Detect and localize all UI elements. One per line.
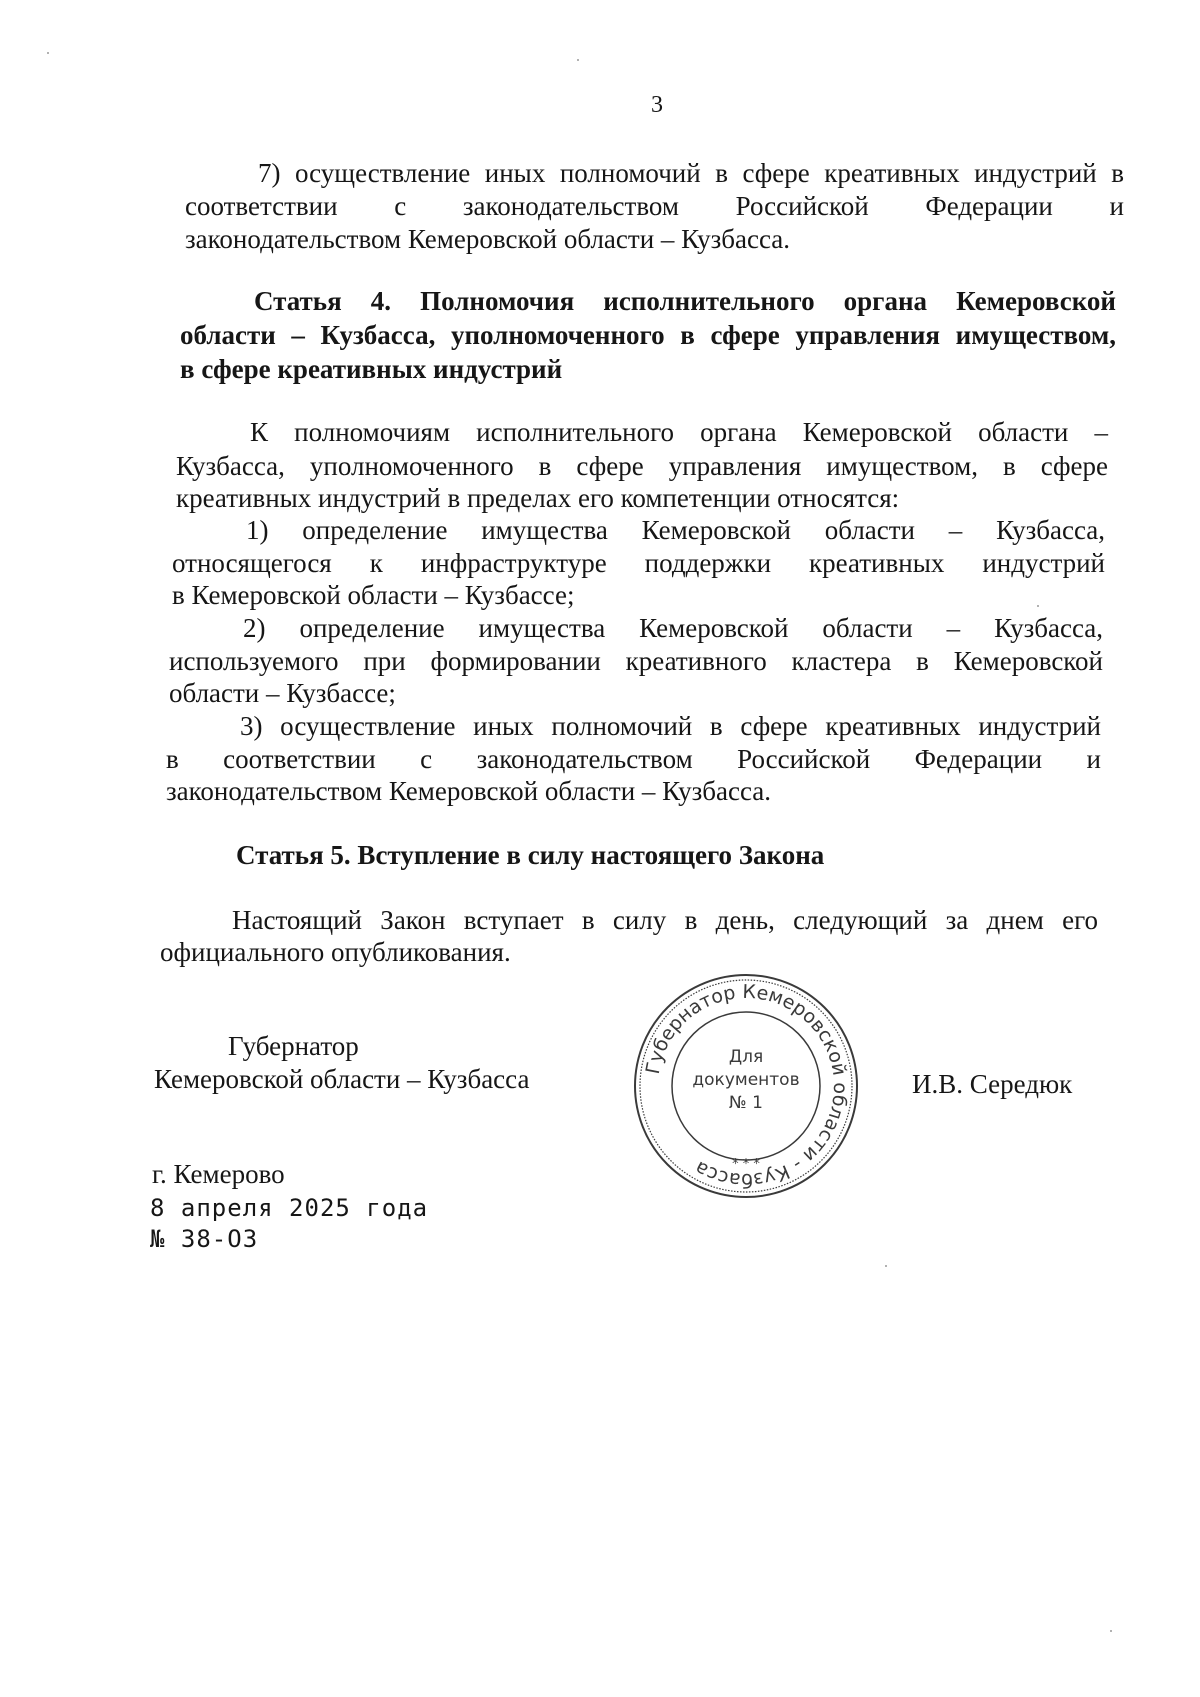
stamp-center-line2: документов [692,1070,800,1090]
article5-body-line2: официального опубликования. [160,937,511,967]
official-stamp [632,972,860,1200]
stamp-ring-text: Губернатор Кемеровской области - Кузбасса [641,980,852,1192]
stamp-center-line3: № 1 [729,1093,763,1113]
item1-line3: в Кемеровской области – Кузбассе; [172,580,575,610]
place-of-signing: г. Кемерово [152,1159,285,1189]
scan-speck [885,1265,887,1267]
article4-heading-line2: области – Кузбасса, уполномоченного в сфере управления имуществом, [180,320,1116,350]
stamp-center-line1: Для [728,1047,764,1067]
item7-line1: 7) осуществление иных полномочий в сфере креативных индустрий в [258,158,1124,188]
signature-title-line2: Кемеровской области – Кузбасса [154,1064,530,1094]
article4-heading-line1: Статья 4. Полномочия исполнительного органа Кемеровской [254,286,1116,316]
item7-line2: соответствии с законодательством Российской Федерации и [185,191,1124,221]
page-number: 3 [651,92,663,118]
item2-line3: области – Кузбассе; [169,678,396,708]
item1-line2: относящегося к инфраструктуре поддержки креативных индустрий [172,548,1105,578]
scan-speck [577,59,579,61]
law-number: № 38-ОЗ [150,1225,259,1253]
item3-line3: законодательством Кемеровской области – Кузбасса. [166,776,772,806]
article5-body-line1: Настоящий Закон вступает в силу в день, следующий за днем его [232,905,1098,935]
item3-line2: в соответствии с законодательством Российской Федерации и [166,744,1101,774]
article4-intro-line2: Кузбасса, уполномоченного в сфере управления имуществом, в сфере [176,451,1108,481]
signatory-name: И.В. Середюк [912,1069,1073,1099]
signature-title-line1: Губернатор [228,1031,359,1061]
article4-heading-line3: в сфере креативных индустрий [180,354,563,384]
article5-heading: Статья 5. Вступление в силу настоящего Закона [236,840,825,870]
stamp-stars: * * * [732,1157,760,1172]
item2-line1: 2) определение имущества Кемеровской области – Кузбасса, [243,613,1103,643]
item3-line1: 3) осуществление иных полномочий в сфере креативных индустрий [240,711,1101,741]
scan-speck [1037,605,1039,607]
article4-intro-line1: К полномочиям исполнительного органа Кемеровской области – [250,417,1108,447]
scan-speck [47,52,49,54]
item1-line1: 1) определение имущества Кемеровской области – Кузбасса, [246,515,1105,545]
signing-date: 8 апреля 2025 года [150,1194,429,1222]
article4-intro-line3: креативных индустрий в пределах его компетенции относятся: [176,483,900,513]
item7-line3: законодательством Кемеровской области – Кузбасса. [185,224,791,254]
item2-line2: используемого при формировании креативного кластера в Кемеровской [169,646,1103,676]
scan-speck [1110,1630,1112,1632]
